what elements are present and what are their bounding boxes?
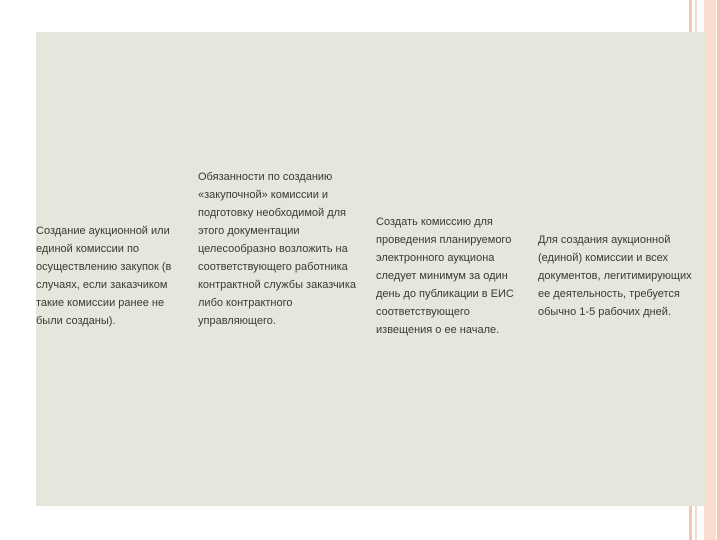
cell-line: контрактной службы заказчика (198, 279, 356, 291)
cell-line: Создание аукционной или (36, 225, 170, 237)
content-panel (36, 32, 706, 506)
cell-line: следует минимум за один (376, 270, 508, 282)
cell-line: Создать комиссию для (376, 216, 493, 228)
table-cell-deadline (376, 213, 514, 339)
table-cell-action (36, 222, 171, 330)
cell-line: единой комиссии по (36, 243, 140, 255)
cell-line: Для создания аукционной (538, 234, 671, 246)
cell-line: день до публикации в ЕИС (376, 288, 514, 300)
cell-line: либо контрактного (198, 297, 293, 309)
cell-line: подготовку необходимой для (198, 207, 347, 219)
cell-line: соответствующего работника (198, 261, 348, 273)
cell-line: Обязанности по созданию (198, 171, 333, 183)
cell-line: документов, легитимирующих (538, 270, 692, 282)
table-cell-duration (538, 231, 692, 321)
cell-line: обычно 1-5 рабочих дней. (538, 306, 671, 318)
cell-line: такие комиссии ранее не (36, 297, 165, 309)
cell-line: были созданы). (36, 315, 116, 327)
cell-line: управляющего. (198, 315, 276, 327)
table-cell-responsible (198, 168, 356, 330)
cell-line: этого документации (198, 225, 300, 237)
cell-line: осуществлению закупок (в (36, 261, 172, 273)
cell-line: проведения планируемого (376, 234, 512, 246)
cell-line: соответствующего (376, 306, 470, 318)
cell-line: случаях, если заказчиком (36, 279, 168, 291)
cell-line: (единой) комиссии и всех (538, 252, 669, 264)
cell-line: «закупочной» комиссии и (198, 189, 329, 201)
cell-line: извещения о ее начале. (376, 324, 500, 336)
cell-line: целесообразно возложить на (198, 243, 348, 255)
cell-line: электронного аукциона (376, 252, 495, 264)
cell-line: ее деятельность, требуется (538, 288, 680, 300)
